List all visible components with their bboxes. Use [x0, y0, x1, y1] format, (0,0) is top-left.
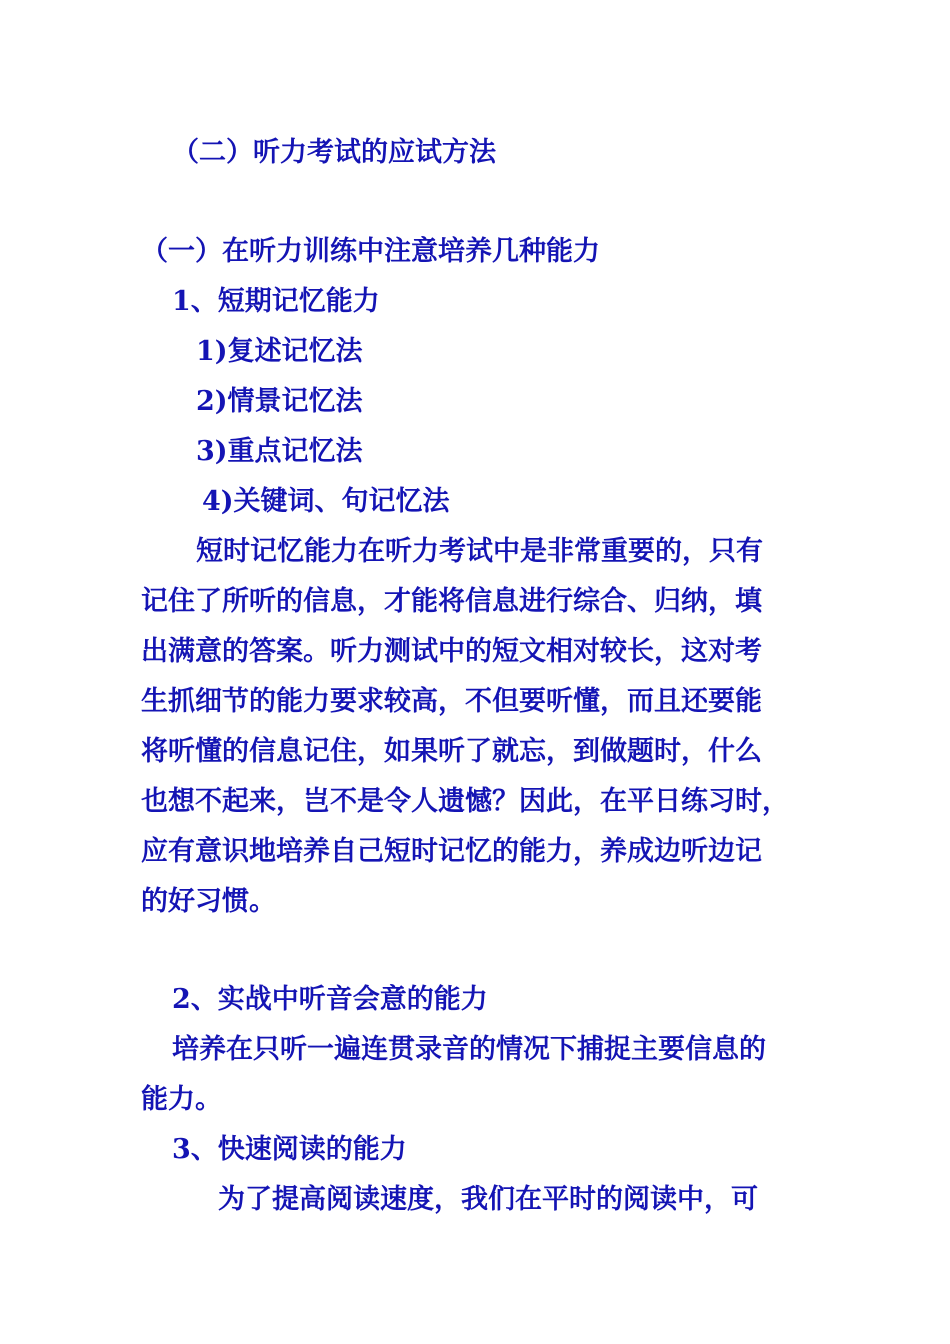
item1-paragraph-line-5: 将听懂的信息记住，如果听了就忘，到做题时，什么: [141, 736, 762, 767]
method-4: 4)关键词、句记忆法: [202, 486, 450, 517]
item1-paragraph-line-1: 短时记忆能力在听力考试中是非常重要的，只有: [196, 536, 763, 567]
item1-paragraph-line-3: 出满意的答案。听力测试中的短文相对较长，这对考: [141, 636, 762, 667]
item1-paragraph-line-8: 的好习惯。: [141, 886, 276, 917]
item1-paragraph-line-4: 生抓细节的能力要求较高，不但要听懂，而且还要能: [141, 686, 762, 717]
method-2: 2)情景记忆法: [196, 386, 363, 417]
item1-paragraph-line-6: 也想不起来，岂不是令人遗憾？因此，在平日练习时，: [141, 786, 789, 817]
sub-heading: （一）在听力训练中注意培养几种能力: [141, 236, 600, 267]
item1-paragraph-line-7: 应有意识地培养自己短时记忆的能力，养成边听边记: [141, 836, 762, 867]
item3-title: 3、快速阅读的能力: [172, 1134, 407, 1165]
item2-paragraph-line-1: 培养在只听一遍连贯录音的情况下捕捉主要信息的: [172, 1034, 766, 1065]
section-heading: （二）听力考试的应试方法: [172, 137, 496, 168]
method-3: 3)重点记忆法: [196, 436, 363, 467]
item2-paragraph-line-2: 能力。: [141, 1084, 222, 1115]
item1-title: 1、短期记忆能力: [172, 286, 380, 317]
item1-paragraph-line-2: 记住了所听的信息，才能将信息进行综合、归纳，填: [141, 586, 762, 617]
item3-paragraph-line-1: 为了提高阅读速度，我们在平时的阅读中，可: [218, 1184, 758, 1215]
method-1: 1)复述记忆法: [196, 336, 363, 367]
item2-title: 2、实战中听音会意的能力: [172, 984, 488, 1015]
